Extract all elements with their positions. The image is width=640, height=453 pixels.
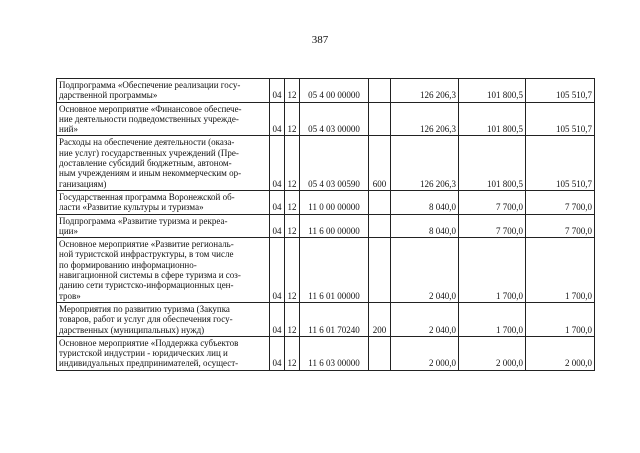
amount-year-3: 105 510,7 bbox=[526, 136, 595, 190]
subsection-code: 12 bbox=[285, 79, 300, 103]
row-name: Основное мероприятие «Поддержка субъектов туристской индустрии - юридических лиц и индивидуальных предпринимателей, осущест- bbox=[57, 336, 270, 370]
row-name: Подпрограмма «Обеспечение реализации госу- дарственной программы» bbox=[57, 79, 270, 103]
subsection-code: 12 bbox=[285, 302, 300, 336]
expense-type-code: 200 bbox=[369, 302, 391, 336]
amount-year-2: 2 000,0 bbox=[459, 336, 526, 370]
row-name: Основное мероприятие «Развитие региональ- ной туристской инфраструктуры, в том числе по формированию информационно- навигационной системы в сфере туризма и соз- данию сети туристско-информационных цен- тров» bbox=[57, 238, 270, 303]
expense-type-code bbox=[369, 336, 391, 370]
subsection-code: 12 bbox=[285, 102, 300, 136]
target-article-code: 05 4 00 00000 bbox=[300, 79, 369, 103]
target-article-code: 11 0 00 00000 bbox=[300, 190, 369, 214]
amount-year-3: 1 700,0 bbox=[526, 302, 595, 336]
row-name: Мероприятия по развитию туризма (Закупка товаров, работ и услуг для обеспечения госу- дарственных (муниципальных) нужд) bbox=[57, 302, 270, 336]
row-name: Подпрограмма «Развитие туризма и рекреа- ции» bbox=[57, 214, 270, 238]
table-row bbox=[57, 190, 595, 214]
expense-type-code bbox=[369, 102, 391, 136]
expense-type-code: 600 bbox=[369, 136, 391, 190]
amount-year-1: 8 040,0 bbox=[391, 190, 459, 214]
section-code: 04 bbox=[270, 302, 285, 336]
amount-year-3: 105 510,7 bbox=[526, 102, 595, 136]
amount-year-1: 126 206,3 bbox=[391, 79, 459, 103]
amount-year-1: 2 040,0 bbox=[391, 302, 459, 336]
amount-year-1: 8 040,0 bbox=[391, 214, 459, 238]
section-code: 04 bbox=[270, 136, 285, 190]
amount-year-3: 105 510,7 bbox=[526, 79, 595, 103]
target-article-code: 11 6 03 00000 bbox=[300, 336, 369, 370]
page-number: 387 bbox=[311, 34, 329, 46]
subsection-code: 12 bbox=[285, 190, 300, 214]
section-code: 04 bbox=[270, 336, 285, 370]
target-article-code: 11 6 01 70240 bbox=[300, 302, 369, 336]
target-article-code: 11 6 01 00000 bbox=[300, 238, 369, 303]
section-code: 04 bbox=[270, 79, 285, 103]
expense-type-code bbox=[369, 190, 391, 214]
section-code: 04 bbox=[270, 214, 285, 238]
amount-year-1: 2 040,0 bbox=[391, 238, 459, 303]
section-code: 04 bbox=[270, 102, 285, 136]
table-row bbox=[57, 214, 595, 238]
amount-year-2: 7 700,0 bbox=[459, 214, 526, 238]
amount-year-2: 1 700,0 bbox=[459, 302, 526, 336]
amount-year-1: 2 000,0 bbox=[391, 336, 459, 370]
target-article-code: 11 6 00 00000 bbox=[300, 214, 369, 238]
section-code: 04 bbox=[270, 238, 285, 303]
expense-type-code bbox=[369, 214, 391, 238]
amount-year-3: 2 000,0 bbox=[526, 336, 595, 370]
row-name: Расходы на обеспечение деятельности (оказа- ние услуг) государственных учреждений (Пре- доставление субсидий бюджетным, автоном- ным учреждениям и иным некоммерческим ор- ганизациям) bbox=[57, 136, 270, 190]
row-name: Основное мероприятие «Финансовое обеспече- ние деятельности подведомственных учрежде- ний» bbox=[57, 102, 270, 136]
budget-table bbox=[56, 78, 595, 371]
table-row bbox=[57, 336, 595, 370]
subsection-code: 12 bbox=[285, 136, 300, 190]
table-row bbox=[57, 79, 595, 103]
table-row bbox=[57, 238, 595, 303]
expense-type-code bbox=[369, 79, 391, 103]
target-article-code: 05 4 03 00000 bbox=[300, 102, 369, 136]
table-row bbox=[57, 136, 595, 190]
table-row bbox=[57, 302, 595, 336]
amount-year-2: 7 700,0 bbox=[459, 190, 526, 214]
amount-year-2: 1 700,0 bbox=[459, 238, 526, 303]
expense-type-code bbox=[369, 238, 391, 303]
amount-year-2: 101 800,5 bbox=[459, 136, 526, 190]
section-code: 04 bbox=[270, 190, 285, 214]
amount-year-2: 101 800,5 bbox=[459, 102, 526, 136]
amount-year-1: 126 206,3 bbox=[391, 136, 459, 190]
subsection-code: 12 bbox=[285, 238, 300, 303]
amount-year-1: 126 206,3 bbox=[391, 102, 459, 136]
subsection-code: 12 bbox=[285, 214, 300, 238]
amount-year-3: 1 700,0 bbox=[526, 238, 595, 303]
target-article-code: 05 4 03 00590 bbox=[300, 136, 369, 190]
table-row bbox=[57, 102, 595, 136]
amount-year-2: 101 800,5 bbox=[459, 79, 526, 103]
row-name: Государственная программа Воронежской об- ласти «Развитие культуры и туризма» bbox=[57, 190, 270, 214]
subsection-code: 12 bbox=[285, 336, 300, 370]
amount-year-3: 7 700,0 bbox=[526, 214, 595, 238]
amount-year-3: 7 700,0 bbox=[526, 190, 595, 214]
